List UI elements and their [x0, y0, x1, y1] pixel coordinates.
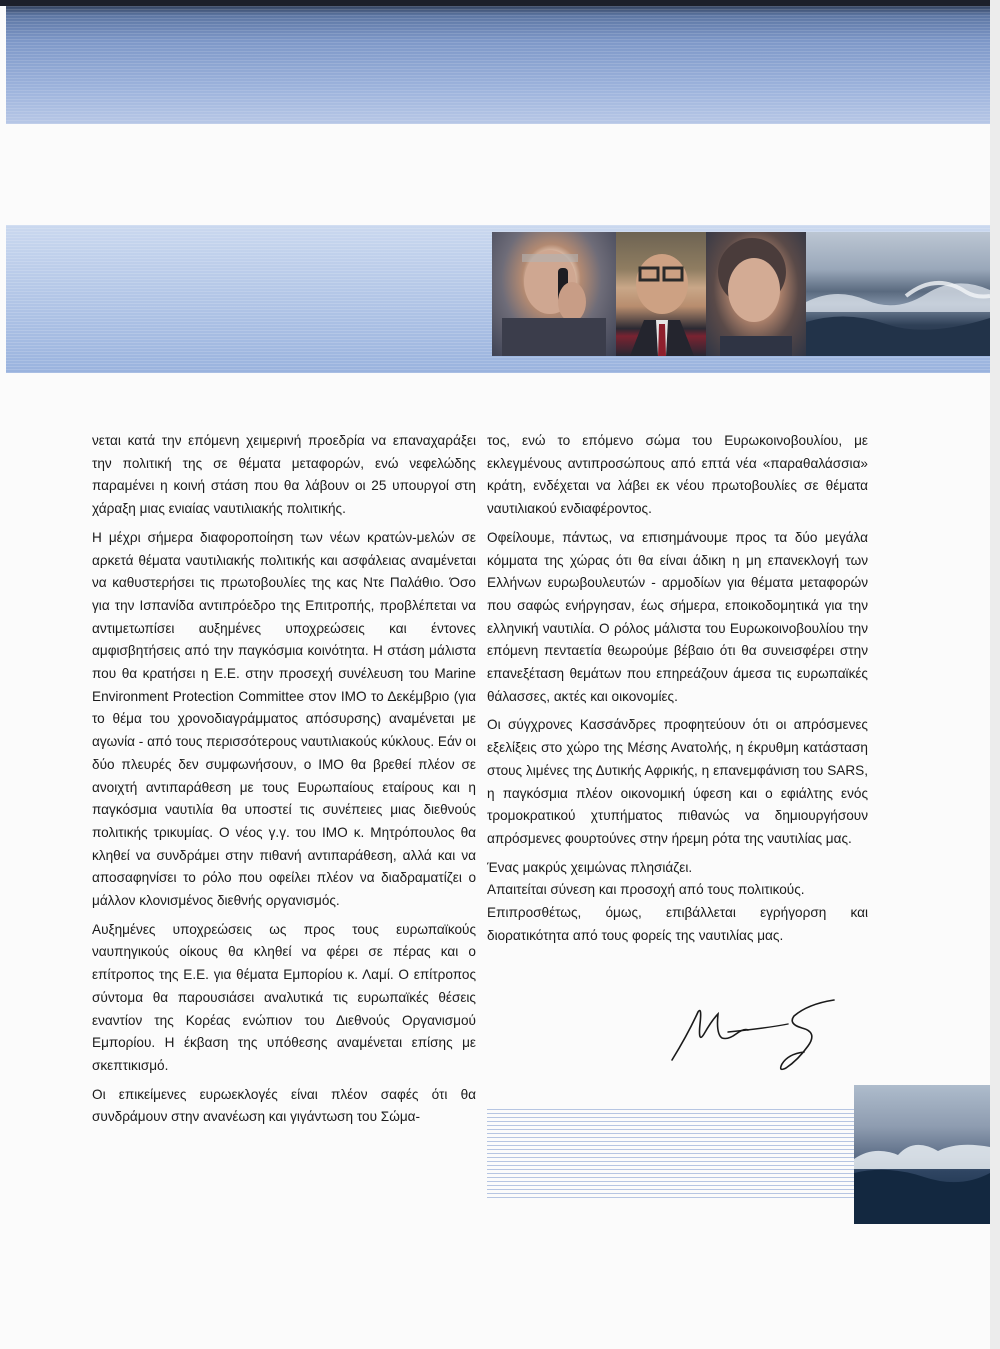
- handwritten-signature: [668, 994, 848, 1074]
- paragraph: Οι επικείμενες ευρωεκλογές είναι πλέον σαφές ότι θα συνδράμουν στην ανανέωση και γιγάντωση του Σώμα-: [92, 1086, 476, 1125]
- portrait-strip: [492, 232, 806, 356]
- paragraph: νεται κατά την επόμενη χειμερινή προεδρία να επαναχαράξει την πολιτική της σε θέματα μεταφορών, ενώ νεφελώδης παραμένει η κοινή στάση που θα λάβουν οι 25 υπουργοί στη χάραξη μιας ενιαίας ναυτιλιακής πολιτικής.: [92, 433, 476, 517]
- man-with-glasses-photo: [616, 232, 706, 356]
- page-edge: [990, 0, 1000, 1349]
- paragraph: Επιπροσθέτως, όμως, επιβάλλεται εγρήγορση και διορατικότητα από τους φορείς της ναυτιλίας μας.: [487, 905, 868, 943]
- decorative-stripes: [487, 1109, 854, 1201]
- article-left-column: [92, 430, 476, 1135]
- paragraph: Αυξημένες υποχρεώσεις ως προς τους ευρωπαϊκούς ναυπηγικούς οίκους θα κληθεί να φέρει σε πέρας και ο επίτροπος της Ε.Ε. για θέματα Εμπορίου κ. Λαμί. Ο επίτροπος σύντομα θα παρουσιάσει αναλυτικά τις ευρωπαϊκές θέσεις εναντίον της Κορέας ενώπιον του Διεθνούς Οργανισμού Εμπορίου. Η έκβαση της υπόθεσης αναμένεται επίσης με σκεπτικισμό.: [92, 921, 476, 1073]
- stormy-sea-photo: [806, 232, 990, 356]
- paragraph: τος, ενώ το επόμενο σώμα του Ευρωκοινοβουλίου, με εκλεγμένους αντιπροσώπους από επτά νέα «παραθαλάσσια» κράτη, ενδέχεται να λάβει εκ νέου πρωτοβουλίες σε θέματα ναυτιλιακού ενδιαφέροντος.: [487, 433, 868, 517]
- breaking-wave-photo: [854, 1085, 990, 1224]
- paragraph: Ένας μακρύς χειμώνας πλησιάζει.: [487, 859, 693, 875]
- paragraph: Η μέχρι σήμερα διαφοροποίηση των νέων κρατών-μελών σε αρκετά θέματα ναυτιλιακής πολιτικής και ασφάλειας αναμένεται να καθυστερήσει τις πρωτοβουλίες της κας Ντε Παλάθιο. Όσο για την Ισπανίδα αντιπρόεδρο της Επιτροπής, προβλέπεται να αντιμετωπίσει αυξημένες υποχρεώσεις και έντονες αμφισβητήσεις από την παγκόσμια κοινότητα. Η στάση μάλιστα που θα κρατήσει η Ε.Ε. στην προσεχή συνέλευση του Marine Environment Protection Committee στον ΙΜΟ το Δεκέμβριο (για το θέμα του χρονοδιαγράμματος απόσυρσης) αναμένεται με αγωνία - από τους περισσότερους ναυτιλιακούς κύκλους. Εάν οι δύο πλευρές δεν συμφωνήσουν, ο ΙΜΟ θα βρεθεί πλέον σε ανοιχτή αντιπαράθεση με τους Ευρωπαίους εταίρους και η παγκόσμια ναυτιλία θα υποστεί τις συνέπειες μιας διεθνούς πολιτικής τρικυμίας. Ο νέος γ.γ. του ΙΜΟ κ. Μητρόπουλος θα κληθεί να συνδράμει στην πιθανή αντιπαράθεση, αλλά και να αποσαφηνίσει το ρόλο που οφείλει πλέον να διαδραματίζει ο μάλλον κλονισμένος διεθνής οργανισμός.: [92, 529, 476, 909]
- header-band: [6, 6, 990, 124]
- woman-photo: [706, 232, 806, 356]
- man-on-phone-photo: [492, 232, 616, 356]
- paragraph: Απαιτείται σύνεση και προσοχή από τους πολιτικούς.: [487, 882, 805, 898]
- paragraph: Οι σύγχρονες Κασσάνδρες προφητεύουν ότι οι απρόσμενες εξελίξεις στο χώρο της Μέσης Ανατολής, η έκρυθμη κατάσταση στους λιμένες της Δυτικής Αφρικής, η επανεμφάνιση του SARS, η παγκόσμια πλέον οικονομική ύφεση και ο εφιάλτης ενός τρομοκρατικού χτυπήματος πιθανώς να δημιουργήσουν απρόσμενες φουρτούνες στην ήρεμη ρότα της ναυτιλίας μας.: [487, 717, 868, 846]
- article-right-column: [487, 430, 868, 953]
- paragraph: Οφείλουμε, πάντως, να επισημάνουμε προς τα δύο μεγάλα κόμματα της χώρας ότι θα είναι άδικη η μη επανεκλογή των Ελλήνων ευρωβουλευτών - αρμοδίων για θέματα μεταφορών που σαφώς ενήργησαν, έως σήμερα, εποικοδομητικά για την ελληνική ναυτιλία. Ο ρόλος μάλιστα του Ευρωκοινοβουλίου την επόμενη πενταετία θεωρούμε βέβαιο ότι θα συνεισφέρει στην επανεξέταση θεμάτων που επηρεάζουν άμεσα τις ευρωπαϊκές θάλασσες, ακτές και οικονομίες.: [487, 529, 868, 704]
